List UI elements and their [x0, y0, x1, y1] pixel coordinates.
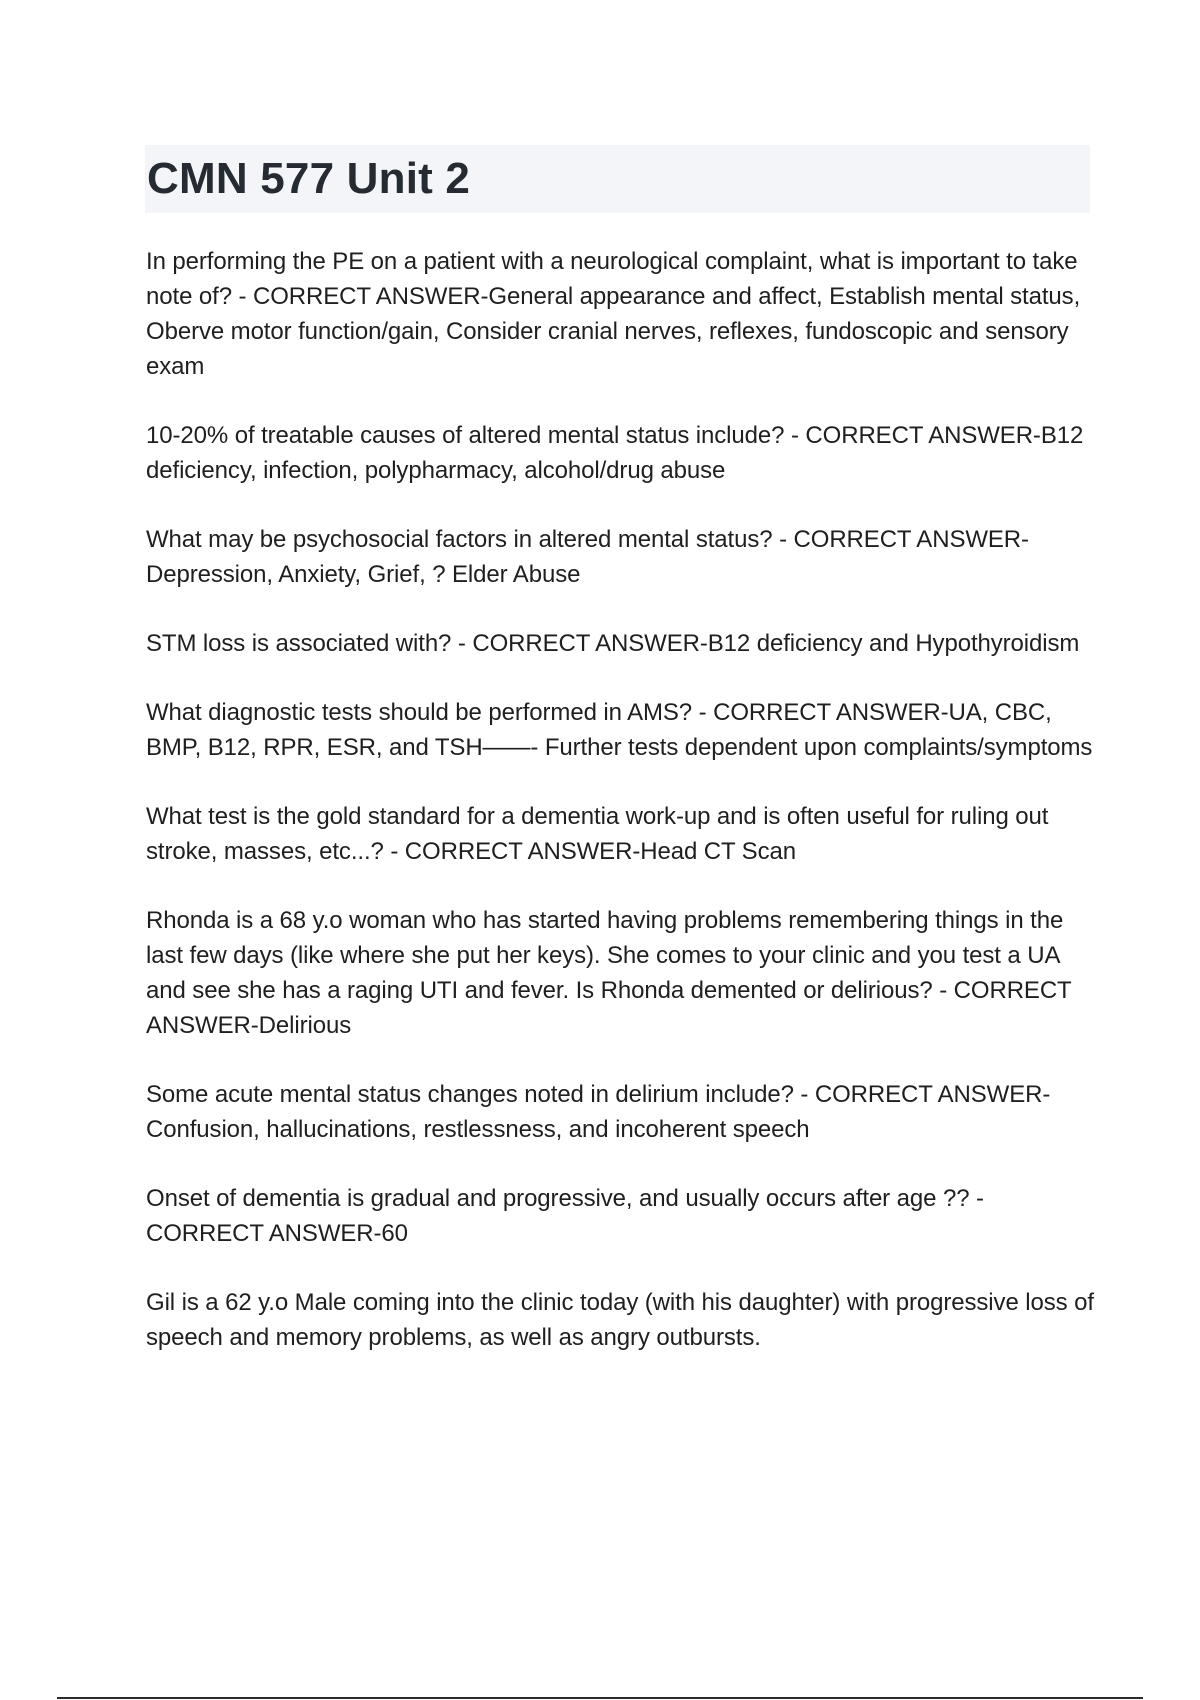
footer-divider — [57, 1697, 1143, 1699]
qa-entry-1: In performing the PE on a patient with a neurological complaint, what is important to take note of? - CORRECT ANSWER-General appearance and affect, Establish mental status, Oberve motor function/gain, Consider cranial nerves, reflexes, fundoscopic and sensory exam — [146, 248, 1081, 380]
qa-entry-4: STM loss is associated with? - CORRECT ANSWER-B12 deficiency and Hypothyroidism — [146, 630, 1080, 657]
qa-entry-5: What diagnostic tests should be performed in AMS? - CORRECT ANSWER-UA, CBC, BMP, B12, RPR, ESR, and TSH——- Further tests dependent upon complaints/symptoms — [146, 699, 1093, 761]
page-title: CMN 577 Unit 2 — [147, 154, 471, 203]
qa-entry-2: 10-20% of treatable causes of altered mental status include? - CORRECT ANSWER-B12 deficiency, infection, polypharmacy, alcohol/drug abuse — [146, 422, 1084, 484]
qa-entry-3: What may be psychosocial factors in altered mental status? - CORRECT ANSWER-Depression, Anxiety, Grief, ? Elder Abuse — [146, 526, 1029, 588]
qa-entry-7: Rhonda is a 68 y.o woman who has started having problems remembering things in the last few days (like where she put her keys). She comes to your clinic and you test a UA and see she has a raging UTI and fever. Is Rhonda demented or delirious? - CORRECT ANSWER-Delirious — [146, 907, 1072, 1039]
qa-list — [146, 244, 1096, 1389]
qa-entry-9: Onset of dementia is gradual and progressive, and usually occurs after age ?? - CORRECT ANSWER-60 — [146, 1185, 984, 1247]
title-banner — [145, 145, 1090, 213]
qa-entry-8: Some acute mental status changes noted in delirium include? - CORRECT ANSWER-Confusion, hallucinations, restlessness, and incoherent speech — [146, 1081, 1051, 1143]
qa-entry-10: Gil is a 62 y.o Male coming into the clinic today (with his daughter) with progressive loss of speech and memory problems, as well as angry outbursts. — [146, 1289, 1094, 1351]
qa-entry-6: What test is the gold standard for a dementia work-up and is often useful for ruling out stroke, masses, etc...? - CORRECT ANSWER-Head CT Scan — [146, 803, 1049, 865]
